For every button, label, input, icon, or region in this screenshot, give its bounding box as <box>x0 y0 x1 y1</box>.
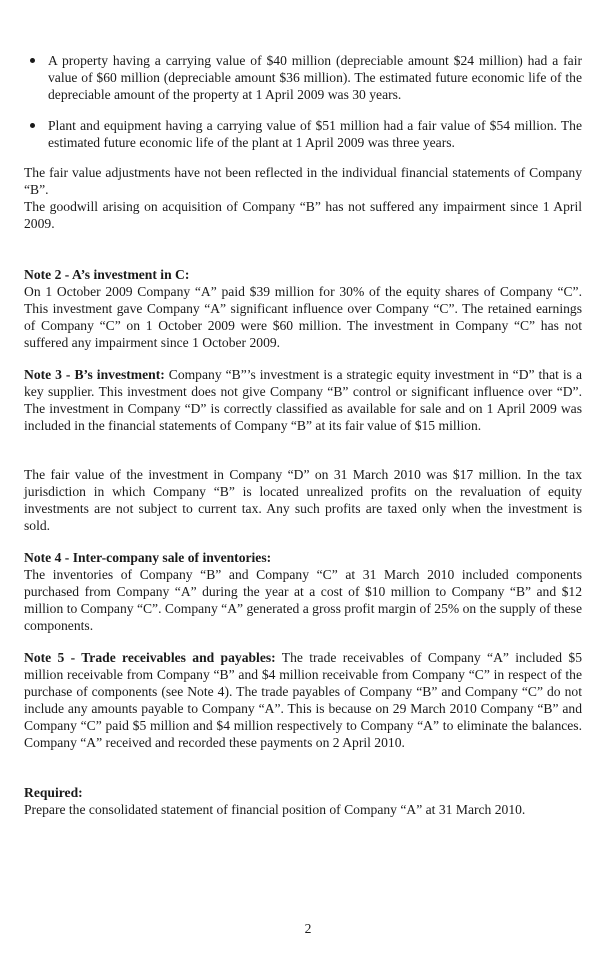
note-3-body-2: The fair value of the investment in Company “D” on 31 March 2010 was $17 million. In the tax jurisdiction in which Company “B” is located unrealized profits on the revaluation of equity investments are not subject to current tax. Any such profits are taxed only when the investment is sold. <box>24 467 582 533</box>
bullet-icon <box>30 123 35 128</box>
required-heading: Required: <box>24 785 83 800</box>
note-3 <box>24 366 582 434</box>
required <box>24 784 582 818</box>
required-body: Prepare the consolidated statement of financial position of Company “A” at 31 March 2010. <box>24 802 526 817</box>
note-5-heading: Note 5 - Trade receivables and payables: <box>24 650 276 665</box>
note-5-body: The trade receivables of Company “A” included $5 million receivable from Company “B” and $4 million receivable from Company “C” in respect of the purchase of components (see Note 4). The trade payables of Company “B” and Company “C” do not include any amounts payable to Company “A”. This is because on 29 March 2010 Company “B” and Company “C” paid $5 million and $4 million respectively to Company “A” to eliminate the balances. Company “A” received and recorded these payments on 2 April 2010. <box>24 650 582 750</box>
note-4-heading: Note 4 - Inter-company sale of inventories: <box>24 550 272 565</box>
note-4 <box>24 549 582 634</box>
goodwill-paragraph: The goodwill arising on acquisition of Company “B” has not suffered any impairment since 1 April 2009. <box>24 199 582 231</box>
page-number: 2 <box>304 921 312 936</box>
bullet-text: A property having a carrying value of $40 million (depreciable amount $24 million) had a fair value of $60 million (depreciable amount $36 million). The estimated future economic life of the depreciable amount of the property at 1 April 2009 was 30 years. <box>48 53 582 102</box>
note-3-heading: Note 3 - B’s investment: <box>24 367 165 382</box>
note-2 <box>24 266 582 351</box>
note-2-heading: Note 2 - A’s investment in C: <box>24 267 190 282</box>
fair-value-paragraph: The fair value adjustments have not been reflected in the individual financial statements of Company “B”. <box>24 165 582 197</box>
bullet-icon <box>30 58 35 63</box>
bullet-plant <box>48 117 582 151</box>
note-3-body: Company “B”’s investment is a strategic equity investment in “D” that is a key supplier. This investment does not give Company “B” control or significant influence over “D”. The investment in Company “D” is correctly classified as available for sale and on 1 April 2009 was included in the financial statements of Company “B” at its fair value of $15 million. <box>24 367 582 433</box>
note-5 <box>24 649 582 751</box>
note-2-body: On 1 October 2009 Company “A” paid $39 million for 30% of the equity shares of Company “C”. This investment gave Company “A” significant influence over Company “C”. The retained earnings of Company “C” on 1 October 2009 were $60 million. The investment in Company “C” has not suffered any impairment since 1 October 2009. <box>24 284 582 350</box>
note-4-body: The inventories of Company “B” and Company “C” at 31 March 2010 included components purchased from Company “A” during the year at a cost of $10 million to Company “B” and $12 million to Company “C”. Company “A” generated a gross profit margin of 25% on the supply of these components. <box>24 567 582 633</box>
bullet-property <box>48 52 582 103</box>
bullet-text: Plant and equipment having a carrying value of $51 million had a fair value of $54 million. The estimated future economic life of the plant at 1 April 2009 was three years. <box>48 118 582 150</box>
